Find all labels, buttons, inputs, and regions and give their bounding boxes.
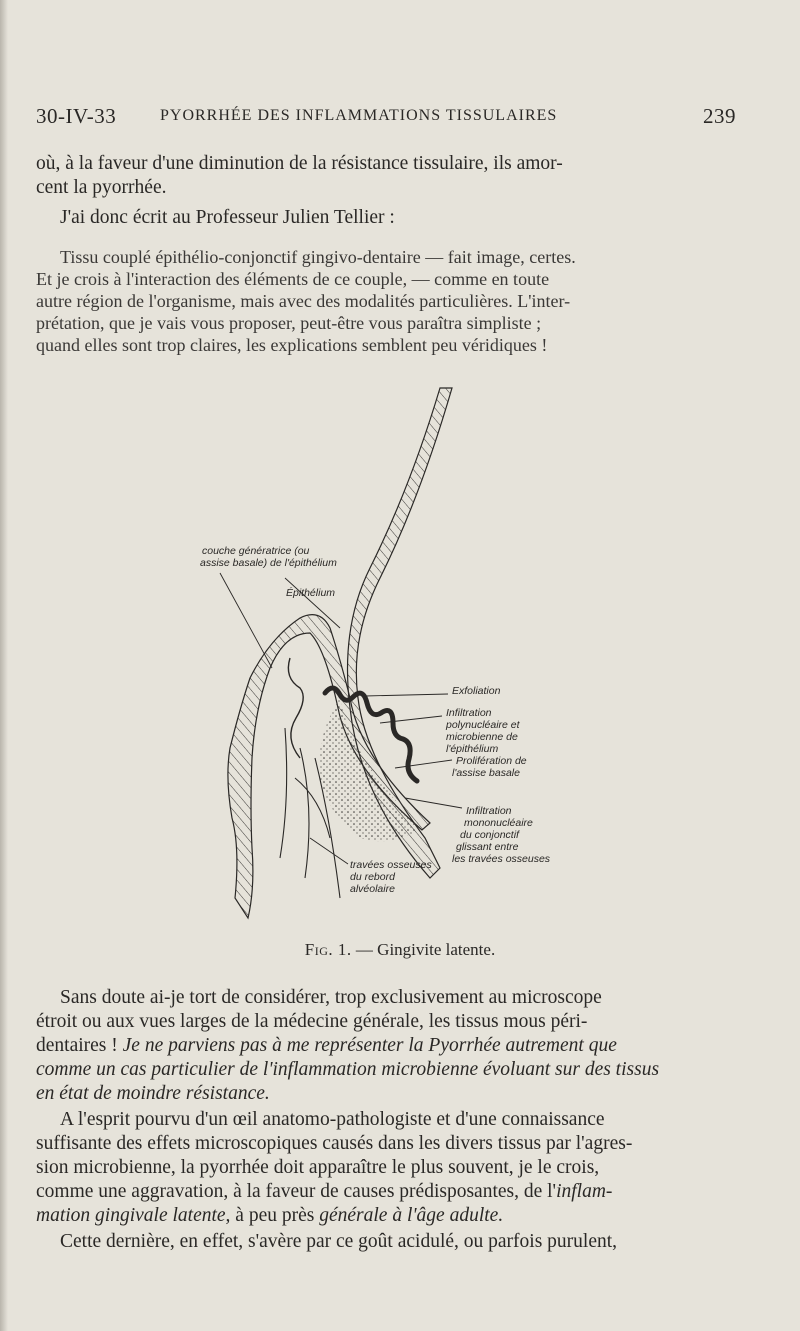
text-run: dentaires ! [36,1035,123,1056]
label-infiltration: microbienne de [446,731,518,743]
label-mononuclear: Infiltration [466,805,512,817]
emphasis: inflam- [556,1181,613,1202]
quote-line: Et je crois à l'interaction des éléments de ce couple, — comme en toute [36,269,550,289]
paragraph-line: A l'esprit pourvu d'un œil anatomo-pathologiste et d'une connaissance [60,1109,605,1130]
label-mononuclear: glissant entre [456,841,519,853]
label-mononuclear: du conjonctif [460,829,519,841]
caption-text: — Gingivite latente. [351,940,496,959]
label-epithelium: Épithélium [286,587,336,599]
gingiva-diagram [190,378,600,938]
quote-line: prétation, que je vais vous proposer, peut-être vous paraîtra simpliste ; [36,313,542,333]
running-header [36,104,736,134]
paragraph-line [36,1180,728,1204]
paragraph-line: cent la pyorrhée. [36,177,167,198]
paragraph-line: en état de moindre résistance. [36,1083,270,1104]
label-exfoliation: Exfoliation [452,685,501,697]
emphasis: Je ne parviens pas à me représenter la Pyorrhée autrement que [122,1035,617,1056]
label-proliferation: l'assise basale [452,767,520,779]
paragraph-line: suffisante des effets microscopiques causés dans les divers tissus par l'agres- [36,1133,633,1154]
quote-line: quand elles sont trop claires, les explications semblent peu véridiques ! [36,335,548,355]
leader-line [220,573,272,668]
label-couche: couche génératrice (ou [202,545,310,557]
text-run: comme une aggravation, à la faveur de causes prédisposantes, de l' [36,1181,557,1202]
quote-line: autre région de l'organisme, mais avec des modalités particulières. L'inter- [36,291,571,311]
leader-line [365,694,448,696]
figure-caption [0,940,800,960]
label-infiltration: l'épithélium [446,743,499,755]
top-text [36,152,728,230]
paragraph-line [36,1204,728,1228]
text-run: à peu près [230,1205,320,1226]
label-mononuclear: mononucléaire [464,817,533,829]
paragraph-line: comme un cas particulier de l'inflammation microbienne évoluant sur des tissus [36,1059,660,1080]
label-infiltration: polynucléaire et [446,719,520,731]
page-number: 239 [703,104,736,128]
label-infiltration: Infiltration [446,707,492,719]
paragraph-line: Cette dernière, en effet, s'avère par ce goût acidulé, ou parfois purulent, [60,1231,618,1252]
leader-line [395,760,452,768]
label-travees: travées osseuses [350,859,432,871]
label-mononuclear: les travées osseuses [452,853,551,865]
quote-line: Tissu couplé épithélio-conjonctif gingivo-dentaire — fait image, certes. [60,247,576,267]
label-proliferation: Prolifération de [456,755,527,767]
paragraph-line [36,1034,728,1058]
page-edge [0,0,8,1331]
emphasis: mation gingivale latente, [36,1205,231,1226]
paragraph-line: Sans doute ai-je tort de considérer, trop exclusivement au microscope [60,987,602,1008]
label-travees: du rebord [350,871,395,883]
header-date: 30-IV-33 [36,104,117,128]
quoted-letter [36,246,728,356]
leader-line [310,838,348,864]
caption-prefix: Fig. 1. [304,940,352,959]
label-couche: assise basale) de l'épithélium [200,557,337,569]
figure-gingivitis [190,378,600,938]
leader-line [380,716,442,723]
bottom-text [36,986,728,1254]
header-title: PYORRHÉE DES INFLAMMATIONS TISSULAIRES [160,107,558,124]
emphasis: générale à l'âge adulte. [319,1205,504,1226]
paragraph-line: sion microbienne, la pyorrhée doit apparaître le plus souvent, je le crois, [36,1157,600,1178]
paragraph-line: où, à la faveur d'une diminution de la résistance tissulaire, ils amor- [36,153,563,174]
basal-line [288,658,303,758]
label-travees: alvéolaire [350,883,395,895]
paragraph-line: J'ai donc écrit au Professeur Julien Tellier : [60,207,395,228]
paragraph-line: étroit ou aux vues larges de la médecine générale, les tissus mous péri- [36,1011,588,1032]
